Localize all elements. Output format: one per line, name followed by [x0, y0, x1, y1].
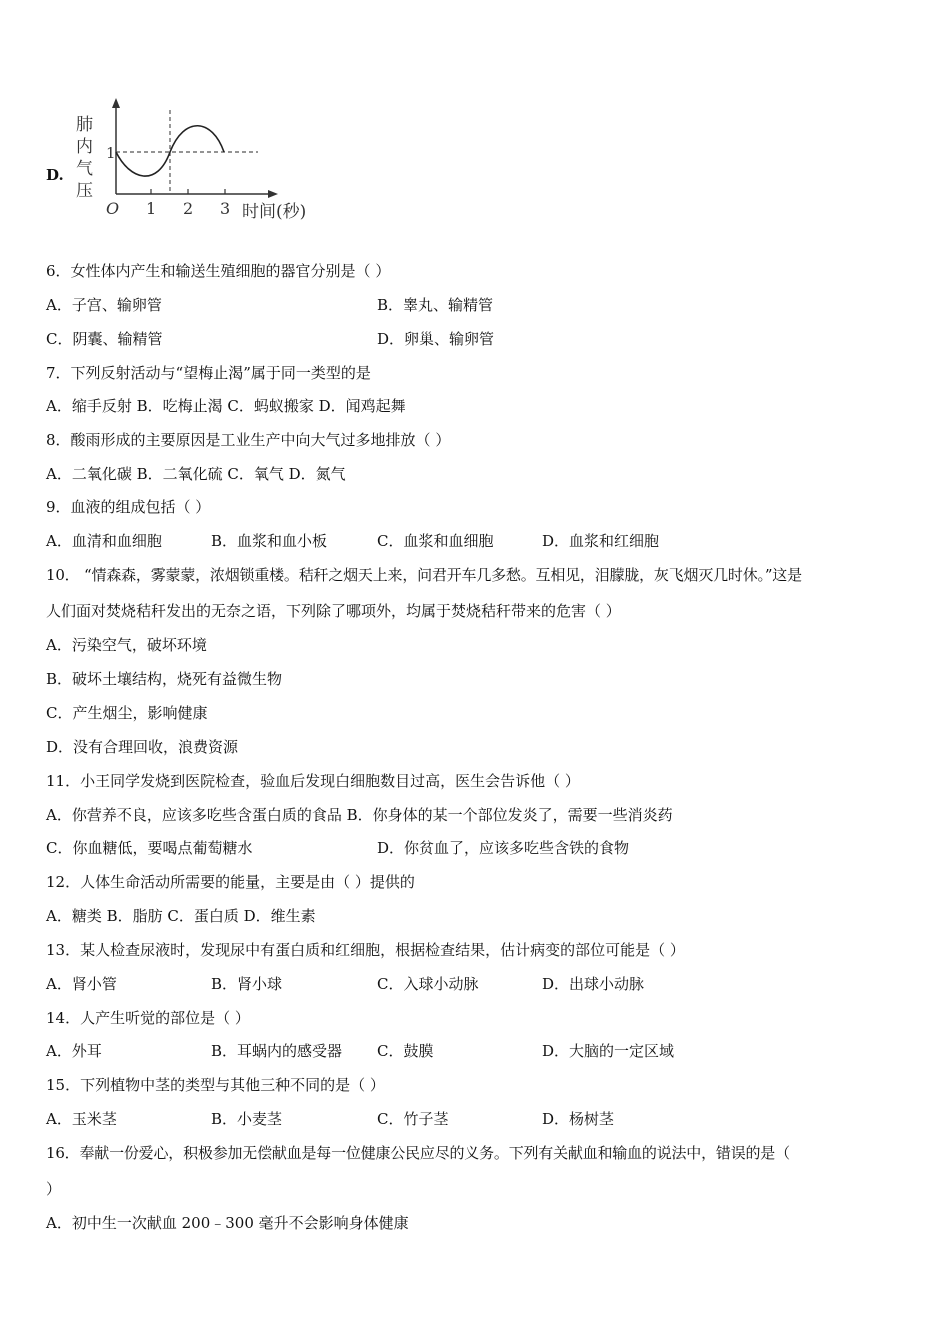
question-12: 12．人体生命活动所需要的能量，主要是由（ ）提供的 — [46, 873, 415, 891]
chart-y-arrow — [112, 98, 120, 108]
options-12: A．糖类 B．脂肪 C．蛋白质 D．维生素 — [46, 907, 316, 925]
question-11: 11．小王同学发烧到医院检查，验血后发现白细胞数目过高，医生会告诉他（ ） — [46, 772, 580, 790]
options-7: A．缩手反射 B．吃梅止渴 C．蚂蚁搬家 D．闻鸡起舞 — [46, 397, 406, 415]
option-16a: A．初中生一次献血 200﹣300 毫升不会影响身体健康 — [46, 1214, 409, 1232]
option-6d: D．卵巢、输卵管 — [377, 330, 495, 348]
question-7: 7．下列反射活动与“望梅止渴”属于同一类型的是 — [46, 364, 371, 382]
option-14b: B．耳蜗内的感受器 — [211, 1042, 343, 1060]
option-11c: C．你血糖低，要喝点葡萄糖水 — [46, 839, 253, 857]
option-13b: B．肾小球 — [211, 975, 283, 993]
chart-x-arrow — [268, 190, 278, 198]
option-11d: D．你贫血了，应该多吃些含铁的食物 — [377, 839, 630, 857]
option-15c: C．竹子茎 — [377, 1110, 449, 1128]
question-14: 14．人产生听觉的部位是（ ） — [46, 1009, 250, 1027]
option-6b: B．睾丸、输精管 — [377, 296, 494, 314]
option-6c: C．阴囊、输精管 — [46, 330, 163, 348]
chart-ylabel-char: 气 — [76, 159, 93, 179]
question-9: 9．血液的组成包括（ ） — [46, 498, 211, 516]
chart-x-tick-label: 2 — [183, 199, 194, 218]
option-6a: A．子宫、输卵管 — [46, 296, 162, 314]
options-8: A．二氧化碳 B．二氧化硫 C．氧气 D．氮气 — [46, 465, 346, 483]
option-10b: B．破坏土壤结构，烧死有益微生物 — [46, 670, 283, 688]
question-10-line1: 10． “情森森，雾蒙蒙，浓烟锁重楼。秸秆之烟天上来，问君开车几多愁。互相见，泪朦胧，灰飞烟灭几时休。”这是 — [46, 566, 802, 584]
question-13: 13．某人检查尿液时，发现尿中有蛋白质和红细胞，根据检查结果，估计病变的部位可能是（ ） — [46, 941, 685, 959]
option-14c: C．鼓膜 — [377, 1042, 434, 1060]
question-15: 15．下列植物中茎的类型与其他三种不同的是（ ） — [46, 1076, 385, 1094]
option-9d: D．血浆和红细胞 — [542, 532, 660, 550]
option-15b: B．小麦茎 — [211, 1110, 283, 1128]
question-16-line2: ） — [46, 1180, 62, 1198]
lung-pressure-chart — [72, 96, 332, 226]
option-13a: A．肾小管 — [46, 975, 117, 993]
chart-origin-label: O — [106, 199, 120, 218]
option-15d: D．杨树茎 — [542, 1110, 615, 1128]
option-d-label: D. — [46, 166, 64, 184]
chart-ylabel-char: 内 — [76, 137, 93, 157]
option-9b: B．血浆和血小板 — [211, 532, 328, 550]
question-6: 6．女性体内产生和输送生殖细胞的器官分别是（ ） — [46, 262, 391, 280]
option-10a: A．污染空气，破坏环境 — [46, 636, 207, 654]
option-15a: A．玉米茎 — [46, 1110, 117, 1128]
chart-ylabel-char: 压 — [76, 181, 93, 201]
chart-ylabel-char: 肺 — [76, 115, 93, 135]
chart-x-axis-label: 时间(秒) — [242, 202, 307, 222]
option-13d: D．出球小动脉 — [542, 975, 645, 993]
chart-x-tick-label: 1 — [146, 199, 157, 218]
options-11ab: A．你营养不良，应该多吃些含蛋白质的食品 B．你身体的某一个部位发炎了，需要一些消炎药 — [46, 806, 673, 824]
chart-y-tick-label: 1 — [106, 144, 116, 162]
option-10c: C．产生烟尘，影响健康 — [46, 704, 208, 722]
option-13c: C．入球小动脉 — [377, 975, 479, 993]
option-14d: D．大脑的一定区域 — [542, 1042, 675, 1060]
option-10d: D．没有合理回收，浪费资源 — [46, 738, 239, 756]
option-9a: A．血清和血细胞 — [46, 532, 162, 550]
question-8: 8．酸雨形成的主要原因是工业生产中向大气过多地排放（ ） — [46, 431, 451, 449]
option-9c: C．血浆和血细胞 — [377, 532, 494, 550]
chart-x-tick-label: 3 — [220, 199, 231, 218]
question-16-line1: 16．奉献一份爱心，积极参加无偿献血是每一位健康公民应尽的义务。下列有关献血和输血的说法中，错误的是（ — [46, 1144, 790, 1162]
question-10-line2: 人们面对焚烧秸秆发出的无奈之语，下列除了哪项外，均属于焚烧秸秆带来的危害（ ） — [46, 602, 621, 620]
option-14a: A．外耳 — [46, 1042, 102, 1060]
